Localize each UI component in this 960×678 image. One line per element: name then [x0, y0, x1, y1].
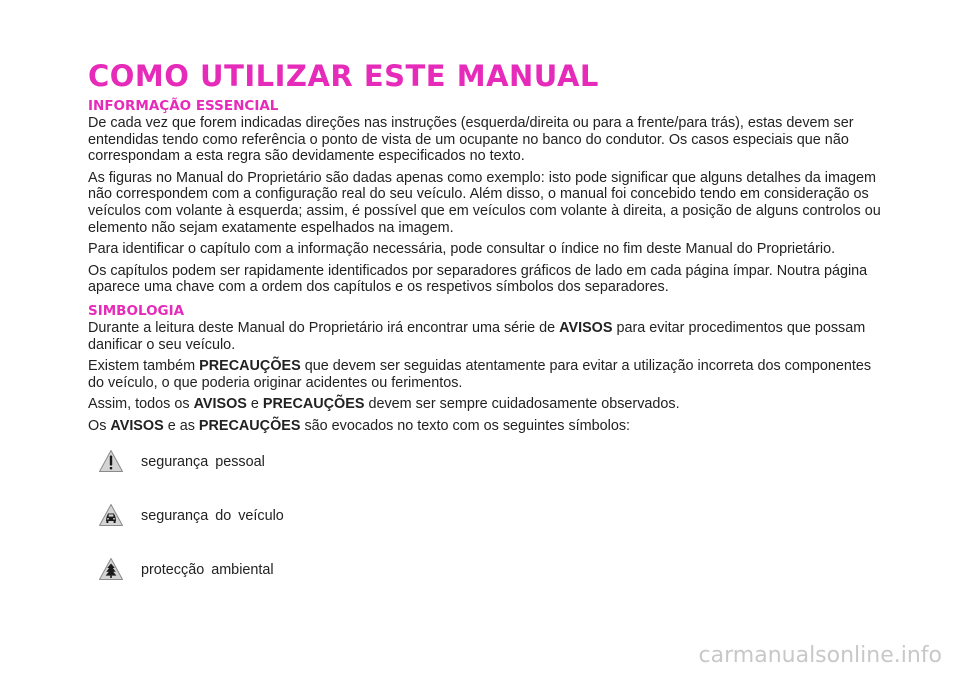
paragraph-directions: De cada vez que forem indicadas direções nas instruções (esquerda/direita ou para a frente/para trás), estas devem ser entendidas tendo como referência o ponto de vista de um ocupante no banco do condutor. Os casos especiais que não correspondam a esta regra são devidamente especificados no texto. [88, 115, 854, 165]
paragraph-chapters: Os capítulos podem ser rapidamente identificados por separadores gráficos de lado em cada página ímpar. Noutra página aparece uma chave com a ordem dos capítulos e os respetivos símbolos dos separadores. [88, 262, 868, 296]
paragraph-index: Para identificar o capítulo com a informação necessária, pode consultar o índice no fim deste Manual do Proprietário. [88, 241, 836, 258]
paragraph-symbols-intro: Os AVISOS e as PRECAUÇÕES são evocados no texto com os seguintes símbolos: [88, 417, 631, 434]
symbol-row-vehicle-safety [88, 503, 888, 557]
page-title: COMO UTILIZAR ESTE MANUAL [88, 59, 599, 93]
section-heading-symbology: SIMBOLOGIA [88, 302, 185, 319]
environment-protection-icon [98, 557, 124, 581]
paragraph-observe: Assim, todos os AVISOS e PRECAUÇÕES devem ser sempre cuidadosamente observados. [88, 396, 680, 413]
bold-keyword: PRECAUÇÕES [198, 417, 301, 434]
watermark: carmanualsonline.info [698, 643, 942, 668]
symbol-legend [88, 449, 888, 611]
vehicle-safety-warning-icon [98, 503, 124, 527]
symbol-row-environment [88, 557, 888, 611]
bold-keyword: AVISOS [110, 417, 164, 434]
bold-keyword: PRECAUÇÕES [262, 396, 365, 413]
bold-keyword: AVISOS [193, 396, 247, 413]
personal-safety-warning-icon [98, 449, 124, 473]
manual-page [88, 58, 888, 611]
symbol-label: protecção ambiental [141, 561, 274, 578]
paragraph-warnings: Durante a leitura deste Manual do Proprietário irá encontrar uma série de AVISOS para evitar procedimentos que possam danificar o seu veículo. [88, 319, 866, 353]
symbol-label: segurança pessoal [141, 453, 265, 470]
symbol-label: segurança do veículo [141, 507, 284, 524]
section-heading-essential-info: INFORMAÇÃO ESSENCIAL [88, 98, 279, 114]
symbol-row-personal-safety [88, 449, 888, 503]
paragraph-figures: As figuras no Manual do Proprietário são dadas apenas como exemplo: isto pode significar que alguns detalhes da imagem não correspondem com a configuração real do seu veículo. Além disso, o manual foi concebido tendo em consideração os veículos com volante à esquerda; assim, é possível que em veículos com volante à direita, a posição de alguns controlos ou elemento não sejam exatamente espelhados na imagem. [88, 169, 881, 236]
paragraph-precautions: Existem também PRECAUÇÕES que devem ser seguidas atentamente para evitar a utilização incorreta dos componentes do veículo, o que poderia originar acidentes ou ferimentos. [88, 358, 872, 391]
bold-keyword: AVISOS [559, 319, 613, 336]
bold-keyword: PRECAUÇÕES [199, 358, 301, 375]
